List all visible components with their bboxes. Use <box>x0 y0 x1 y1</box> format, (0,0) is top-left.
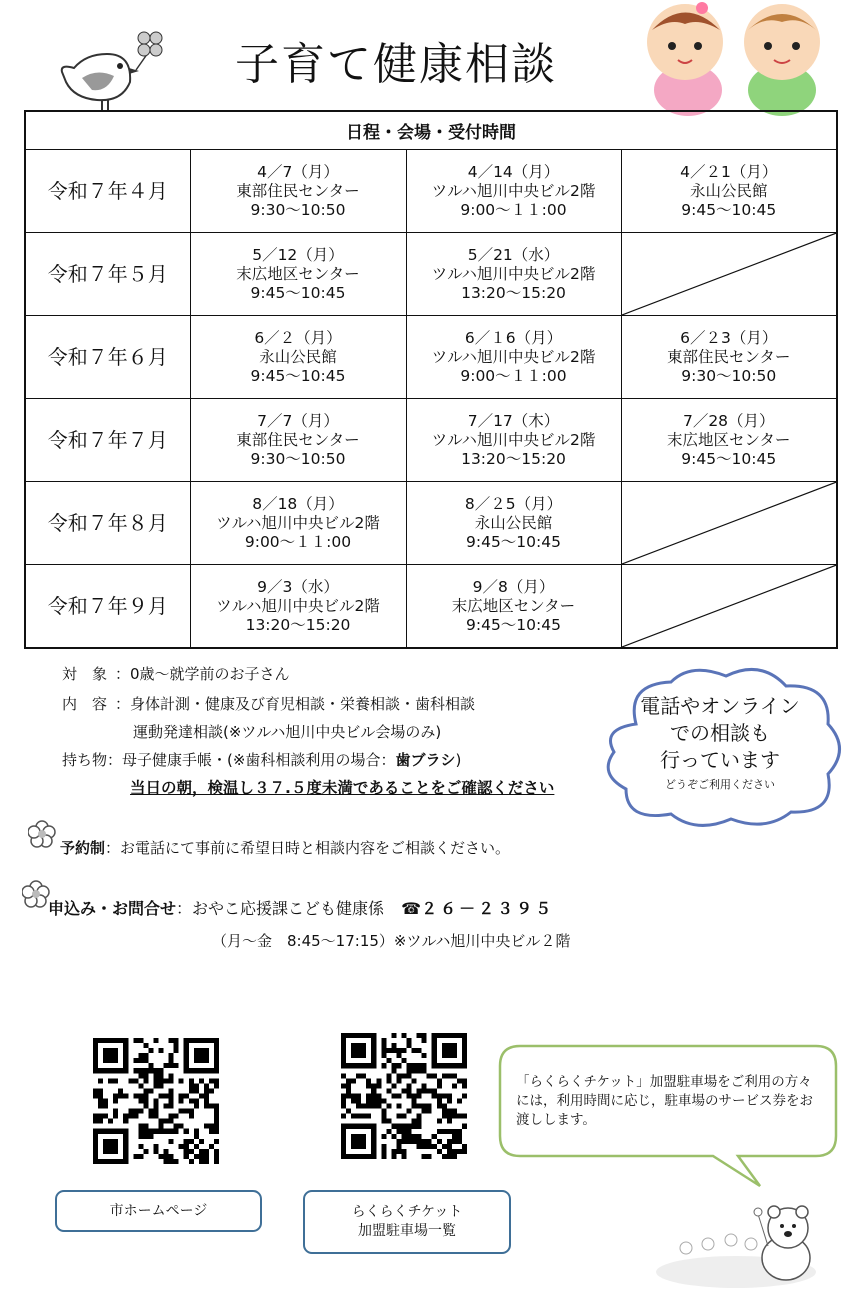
session-date: 5／12（月） <box>252 245 344 264</box>
month-cell: 令和７年５月 <box>25 233 190 316</box>
session-time: 9:30～10:50 <box>250 200 346 219</box>
table-row <box>25 565 837 649</box>
session-time: 9:30～10:50 <box>681 366 777 385</box>
contact-hours: （月～金 8:45～17:15）※ツルハ旭川中央ビル２階 <box>212 932 571 950</box>
bear-illustration <box>656 1200 821 1290</box>
session-date: 6／１6（月） <box>464 328 563 347</box>
session-date: 4／２1（月） <box>680 162 778 181</box>
session-time: 9:45～10:45 <box>466 615 561 634</box>
contact-row <box>48 899 554 919</box>
session-time: 9:45～10:45 <box>466 532 561 551</box>
session-date: 4／14（月） <box>467 162 560 181</box>
reservation-label: 予約制 <box>60 839 106 857</box>
session-time: 9:30～10:50 <box>250 449 346 468</box>
cloud-line-3: 行っています <box>660 748 780 772</box>
empty-cell <box>621 565 837 649</box>
session-date: 7／7（月） <box>257 411 339 430</box>
session-cell <box>406 399 621 482</box>
session-time: 9:45～10:45 <box>250 283 346 302</box>
session-place: ツルハ旭川中央ビル2階 <box>431 347 596 366</box>
flower-icon <box>22 880 50 908</box>
contact-label: 申込み・お問合せ <box>48 899 177 918</box>
session-cell <box>621 399 837 482</box>
table-header: 日程・会場・受付時間 <box>25 111 837 150</box>
table-row <box>25 399 837 482</box>
contact-text: ：おやこ応援課こども健康係 <box>176 899 385 918</box>
session-date: 7／17（木） <box>467 411 560 430</box>
empty-cell <box>621 482 837 565</box>
month-cell: 令和７年９月 <box>25 565 190 649</box>
qr-code-home[interactable] <box>93 1038 219 1164</box>
bring-value: ：母子健康手帳・(※歯科相談利用の場合： <box>107 751 396 769</box>
table-row <box>25 482 837 565</box>
session-time: 9:00～１１:00 <box>460 366 567 385</box>
session-cell <box>190 399 406 482</box>
session-cell <box>190 565 406 649</box>
bring-close: ) <box>455 751 462 769</box>
bring-toothbrush: 歯ブラシ <box>395 751 456 769</box>
reservation-row <box>60 838 510 858</box>
content-value-2: 運動発達相談(※ツルハ旭川中央ビル会場のみ) <box>133 723 442 741</box>
bring-label: 持ち物 <box>62 751 108 769</box>
diagonal-line <box>622 482 837 564</box>
rakuraku-label-2: 加盟駐車場一覧 <box>358 1223 456 1239</box>
bring-row <box>62 750 461 770</box>
phone-icon: ☎ <box>401 899 422 918</box>
content-label: 内 容 <box>62 695 108 713</box>
session-date: 7／28（月） <box>682 411 775 430</box>
session-cell <box>190 316 406 399</box>
session-place: 東部住民センター <box>667 347 791 366</box>
session-time: 9:00～１１:00 <box>244 532 352 551</box>
table-row <box>25 316 837 399</box>
target-label: 対 象 <box>62 665 108 683</box>
session-date: 8／２5（月） <box>464 494 563 513</box>
target-row <box>62 664 290 684</box>
session-time: 13:20～15:20 <box>245 615 351 634</box>
month-cell: 令和７年４月 <box>25 150 190 233</box>
temperature-notice: 当日の朝，検温し３７.５度未満であることをご確認ください <box>130 779 555 797</box>
bubble-text: 「らくらくチケット」加盟駐車場をご利用の方々には，利用時間に応じ，駐車場のサービス券をお渡しします。 <box>516 1074 813 1128</box>
session-time: 13:20～15:20 <box>461 283 566 302</box>
session-place: 永山公民館 <box>259 347 337 366</box>
session-place: ツルハ旭川中央ビル2階 <box>431 264 596 283</box>
month-cell: 令和７年６月 <box>25 316 190 399</box>
session-date: 6／２3（月） <box>680 328 778 347</box>
month-cell: 令和７年７月 <box>25 399 190 482</box>
schedule-table <box>24 110 838 649</box>
session-place: 末広地区センター <box>236 264 360 283</box>
session-time: 13:20～15:20 <box>461 449 566 468</box>
qr-code-rakuraku[interactable] <box>341 1033 467 1159</box>
flower-icon <box>28 820 56 848</box>
session-place: 東部住民センター <box>236 181 360 200</box>
month-cell: 令和７年８月 <box>25 482 190 565</box>
session-cell <box>190 482 406 565</box>
empty-cell <box>621 233 837 316</box>
session-cell <box>621 150 837 233</box>
cloud-line-1: 電話やオンライン <box>640 694 800 718</box>
table-row <box>25 233 837 316</box>
session-cell <box>190 150 406 233</box>
session-date: 5／21（水） <box>467 245 560 264</box>
cloud-small: どうぞご利用ください <box>665 778 775 791</box>
contact-phone: ２６－２３９５ <box>421 899 555 918</box>
session-place: ツルハ旭川中央ビル2階 <box>216 513 380 532</box>
session-cell <box>406 316 621 399</box>
home-page-label: 市ホームページ <box>109 1202 208 1219</box>
cloud-text <box>620 693 820 792</box>
page-title: 子育て健康相談 <box>235 39 557 90</box>
session-date: 6／２（月） <box>254 328 342 347</box>
babies-illustration <box>640 0 830 118</box>
diagonal-line <box>622 565 837 647</box>
session-cell <box>406 482 621 565</box>
session-cell <box>406 233 621 316</box>
session-place: 末広地区センター <box>667 430 791 449</box>
session-cell <box>406 565 621 649</box>
table-row <box>25 150 837 233</box>
session-cell <box>406 150 621 233</box>
session-time: 9:45～10:45 <box>250 366 346 385</box>
home-page-button[interactable] <box>55 1190 262 1232</box>
content-value: ：身体計測・健康及び育児相談・栄養相談・歯科相談 <box>115 695 476 713</box>
target-value: ：0歳～就学前のお子さん <box>115 665 290 683</box>
session-place: ツルハ旭川中央ビル2階 <box>431 181 596 200</box>
session-date: 9／8（月） <box>472 577 555 596</box>
cloud-line-2: での相談も <box>670 721 770 745</box>
session-place: 永山公民館 <box>689 181 768 200</box>
session-cell <box>621 316 837 399</box>
session-place: ツルハ旭川中央ビル2階 <box>431 430 596 449</box>
session-place: 末広地区センター <box>451 596 576 615</box>
session-date: 4／7（月） <box>257 162 339 181</box>
session-cell <box>190 233 406 316</box>
diagonal-line <box>622 233 837 315</box>
session-time: 9:00～１１:00 <box>460 200 567 219</box>
session-date: 9／3（水） <box>257 577 339 596</box>
bird-illustration <box>52 24 167 110</box>
session-place: ツルハ旭川中央ビル2階 <box>216 596 380 615</box>
content-row <box>62 694 475 714</box>
session-date: 8／18（月） <box>252 494 344 513</box>
rakuraku-label-1: らくらくチケット <box>351 1204 463 1220</box>
session-time: 9:45～10:45 <box>681 449 777 468</box>
reservation-text: ：お電話にて事前に希望日時と相談内容をご相談ください。 <box>105 839 511 857</box>
session-time: 9:45～10:45 <box>681 200 777 219</box>
session-place: 東部住民センター <box>236 430 360 449</box>
rakuraku-list-button[interactable] <box>303 1190 511 1254</box>
session-place: 永山公民館 <box>474 513 553 532</box>
